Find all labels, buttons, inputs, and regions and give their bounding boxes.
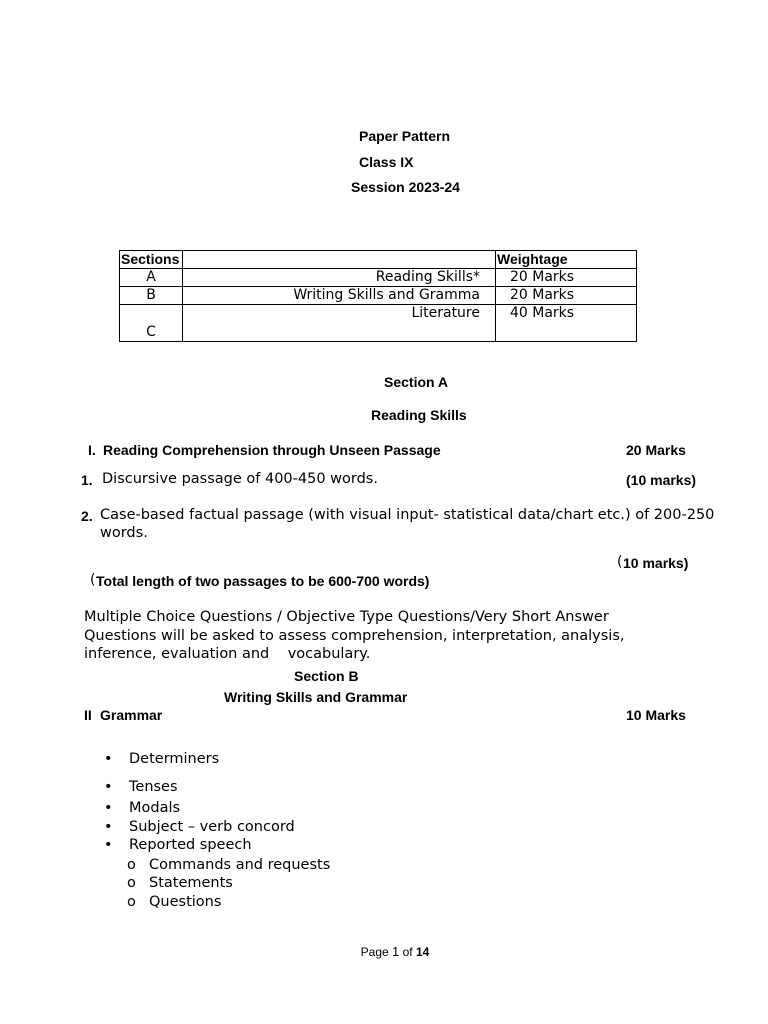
bullet-icon: • [104, 778, 113, 795]
list-item [104, 818, 330, 837]
question-title: Grammar [100, 707, 163, 723]
sections-table [119, 250, 637, 342]
topic-label: Subject – verb concord [129, 818, 295, 835]
topic-label: Reported speech [129, 837, 252, 853]
topic-label: Modals [129, 800, 181, 816]
table-row [120, 305, 637, 342]
item-text: Discursive passage of 400-450 words. [102, 471, 378, 487]
session-label: Session 2023-24 [351, 179, 460, 195]
section-name-cell: Reading Skills* [183, 269, 496, 287]
page-number: 1 [392, 944, 400, 959]
paragraph-line: inference, evaluation and vocabulary. [84, 646, 371, 662]
topic-label: Determiners [129, 751, 220, 767]
topic-label: Tenses [129, 778, 178, 795]
section-name-cell: Literature [183, 305, 496, 342]
section-a-subheading: Reading Skills [371, 407, 467, 423]
page-of: of [399, 945, 416, 959]
paragraph-line: Questions will be asked to assess comprehension, interpretation, analysis, [84, 627, 625, 644]
section-a-heading: Section A [384, 374, 449, 390]
question-number: I. [88, 442, 96, 458]
sub-list-item [104, 856, 330, 875]
sub-topic-label: Statements [149, 875, 233, 891]
question-title: Reading Comprehension through Unseen Passage [103, 442, 441, 458]
page-total: 14 [415, 945, 430, 959]
bullet-icon: • [104, 800, 113, 816]
weightage-cell: 20 Marks [496, 287, 637, 305]
item-text-line: Case-based factual passage (with visual input- statistical data/chart etc.) of 200-250 [100, 507, 715, 523]
page-footer [0, 944, 768, 959]
item-number: 1. [81, 472, 93, 488]
sub-list-item [104, 893, 330, 912]
item-text-line: words. [100, 525, 148, 541]
weightage-cell: 20 Marks [496, 269, 637, 287]
bullet-icon: • [104, 751, 113, 767]
sub-topic-label: Questions [149, 893, 222, 910]
item-number: 2. [81, 508, 93, 524]
mcq-paragraph [84, 608, 684, 664]
circle-bullet-icon: o [127, 856, 136, 873]
section-cell: C [120, 305, 183, 342]
section-cell: A [120, 269, 183, 287]
section-cell: B [120, 287, 183, 305]
question-number: II [84, 707, 92, 723]
table-row [120, 269, 637, 287]
circle-bullet-icon: o [127, 893, 136, 910]
page-prefix: Page [360, 945, 393, 959]
header-sections: Sections [120, 251, 183, 269]
list-item [104, 799, 330, 818]
reported-speech-sublist [104, 856, 330, 912]
section-name-cell: Writing Skills and Gramma [183, 287, 496, 305]
bullet-icon: • [104, 818, 113, 835]
section-b-heading: Section B [294, 668, 359, 684]
header-weightage: Weightage [496, 251, 637, 269]
list-item [104, 778, 330, 797]
header-blank [183, 251, 496, 269]
sub-topic-label: Commands and requests [149, 856, 331, 873]
class-label: Class IX [359, 154, 414, 170]
weightage-cell: 40 Marks [496, 305, 637, 342]
table-header-row [120, 251, 637, 269]
doc-title: Paper Pattern [359, 128, 451, 144]
item-marks-paren: ( [617, 554, 623, 570]
bullet-icon: • [104, 837, 113, 853]
sub-list-item [104, 874, 330, 893]
item-marks: (10 marks) [626, 472, 697, 488]
list-item [104, 750, 330, 769]
item-marks: 10 marks) [623, 555, 689, 571]
section-b-subheading: Writing Skills and Grammar [224, 689, 408, 705]
grammar-topic-list [104, 750, 330, 911]
circle-bullet-icon: o [127, 875, 136, 891]
total-length-note: Total length of two passages to be 600-700 words) [96, 573, 430, 589]
question-marks: 20 Marks [626, 442, 686, 458]
total-paren: ( [90, 572, 96, 588]
table-row [120, 287, 637, 305]
paragraph-line: Multiple Choice Questions / Objective Type Questions/Very Short Answer [84, 609, 609, 625]
list-item [104, 836, 330, 911]
question-marks: 10 Marks [626, 707, 686, 723]
